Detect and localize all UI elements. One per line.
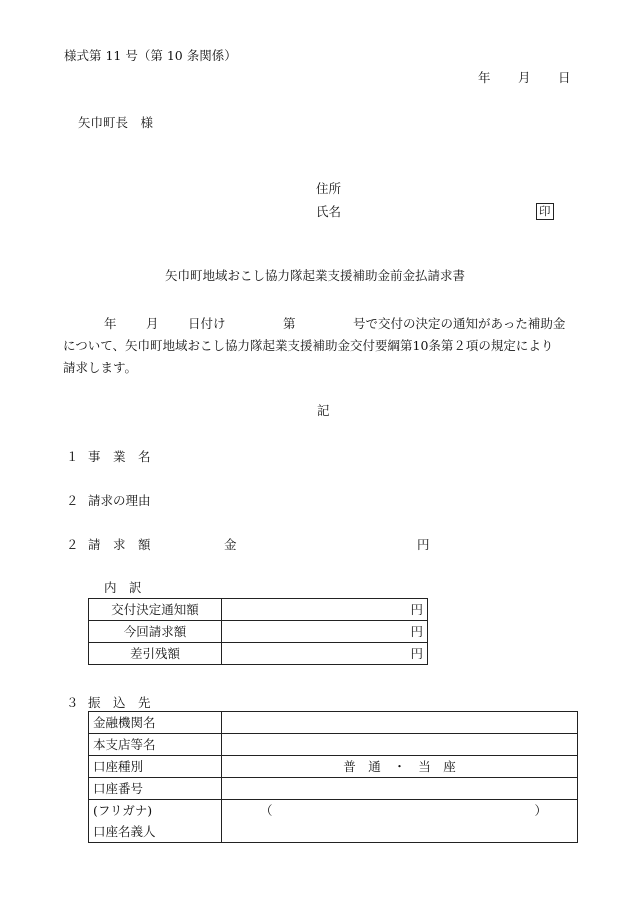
body-line3: 請求します。 bbox=[63, 360, 138, 375]
breakdown-label: 交付決定通知額 bbox=[89, 599, 222, 621]
table-row bbox=[89, 734, 578, 756]
paren-close: ） bbox=[534, 803, 547, 818]
transfer-label: 金融機関名 bbox=[89, 712, 222, 734]
transfer-label: 口座番号 bbox=[89, 778, 222, 800]
transfer-value bbox=[222, 778, 578, 800]
breakdown-label: 今回請求額 bbox=[89, 621, 222, 643]
transfer-title: 振 込 先 bbox=[88, 695, 151, 710]
transfer-table bbox=[88, 711, 578, 843]
ki-heading: 記 bbox=[317, 403, 330, 418]
table-row bbox=[89, 643, 428, 665]
account-type-value: 普 通 ・ 当 座 bbox=[222, 756, 578, 778]
item1-label: 事 業 名 bbox=[88, 449, 151, 464]
breakdown-title: 内 訳 bbox=[104, 580, 142, 595]
item3-label: 請 求 額 bbox=[88, 537, 151, 552]
breakdown-unit: 円 bbox=[222, 621, 428, 643]
item1-number: １ bbox=[66, 449, 79, 464]
date-day: 日 bbox=[558, 70, 571, 85]
transfer-value bbox=[222, 712, 578, 734]
body-line2: について、矢巾町地域おこし協力隊起業支援補助金交付要綱第10条第２項の規定により bbox=[63, 338, 554, 353]
table-row bbox=[89, 800, 578, 843]
item2-label: 請求の理由 bbox=[88, 493, 151, 508]
body-month: 月 bbox=[146, 316, 159, 331]
breakdown-unit: 円 bbox=[222, 599, 428, 621]
breakdown-table bbox=[88, 598, 428, 665]
name-label: 氏名 bbox=[316, 204, 342, 219]
table-row bbox=[89, 712, 578, 734]
address-label: 住所 bbox=[316, 181, 342, 196]
body-line1: 号で交付の決定の通知があった補助金 bbox=[353, 316, 566, 331]
amount-yen: 円 bbox=[417, 537, 430, 552]
date-year: 年 bbox=[478, 70, 491, 85]
table-row bbox=[89, 756, 578, 778]
item2-number: ２ bbox=[66, 493, 79, 508]
item3-number: ２ bbox=[66, 537, 79, 552]
holder-label-cell bbox=[89, 800, 222, 843]
document-title: 矢巾町地域おこし協力隊起業支援補助金前金払請求書 bbox=[164, 268, 465, 283]
seal-mark: 印 bbox=[536, 203, 554, 220]
table-row bbox=[89, 778, 578, 800]
item4-number: ３ bbox=[66, 695, 79, 710]
holder-label: 口座名義人 bbox=[93, 824, 156, 839]
breakdown-label: 差引残額 bbox=[89, 643, 222, 665]
body-year: 年 bbox=[104, 316, 117, 331]
furigana-parens bbox=[226, 800, 573, 821]
furigana-label: (フリガナ) bbox=[93, 803, 153, 818]
transfer-value bbox=[222, 734, 578, 756]
amount-kin: 金 bbox=[224, 537, 237, 552]
addressee: 矢巾町長 様 bbox=[78, 115, 154, 130]
table-row bbox=[89, 599, 428, 621]
holder-value-cell bbox=[222, 800, 578, 843]
paren-open: （ bbox=[260, 803, 273, 818]
table-row bbox=[89, 621, 428, 643]
transfer-label: 本支店等名 bbox=[89, 734, 222, 756]
body-number-prefix: 第 bbox=[283, 316, 296, 331]
body-day: 日付け bbox=[188, 316, 226, 331]
form-number: 様式第 11 号（第 10 条関係） bbox=[64, 48, 237, 63]
date-month: 月 bbox=[518, 70, 531, 85]
breakdown-unit: 円 bbox=[222, 643, 428, 665]
transfer-label: 口座種別 bbox=[89, 756, 222, 778]
